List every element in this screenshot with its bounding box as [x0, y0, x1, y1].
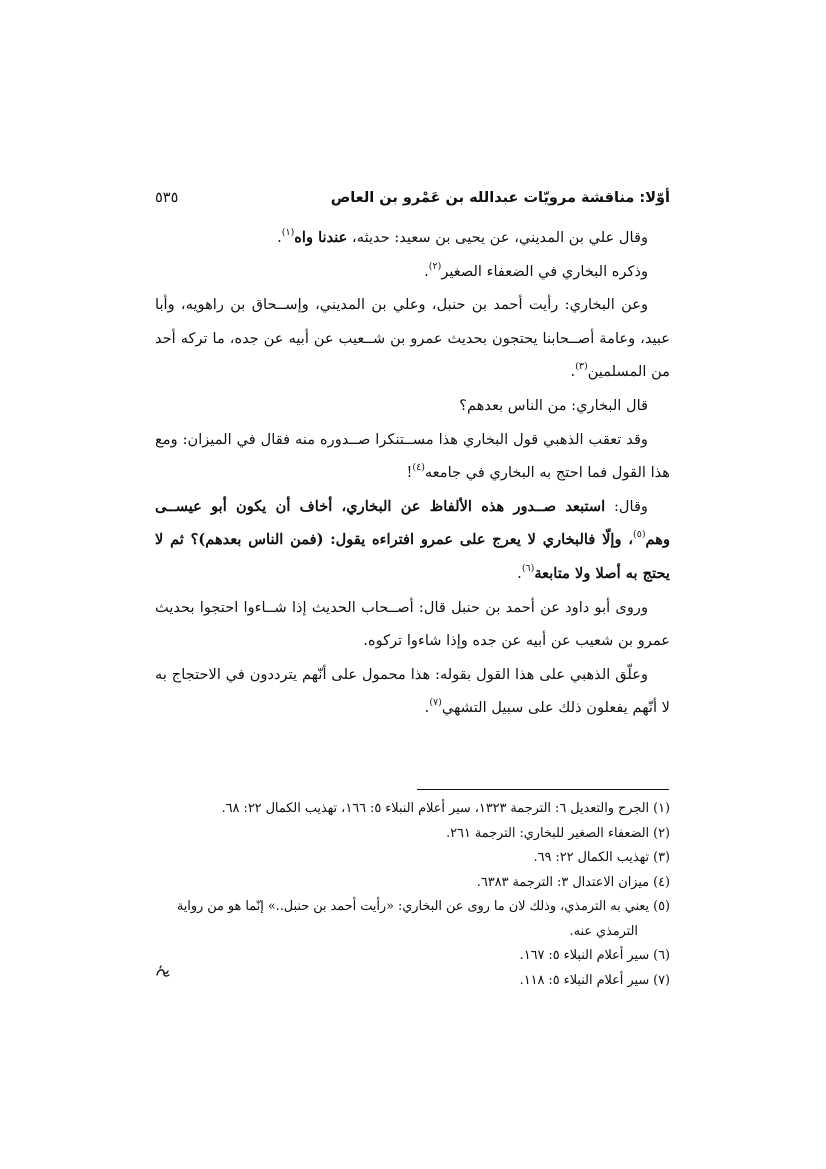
footnotes	[155, 797, 670, 993]
footnote-number: (٣)	[653, 850, 670, 865]
footnote-text: الجرح والتعديل ٦: الترجمة ١٣٢٣، سير أعلام النبلاء ٥: ١٦٦، تهذيب الكمال ٢٢: ٦٨.	[221, 801, 650, 816]
text-run-bold: ، وإلّا فالبخاري لا يعرج على عمرو افتراءه يقول: (فمن الناس بعدهم)؟ ثم لا يحتج به أصلا ولا متابعة	[155, 531, 670, 582]
text-run: .	[424, 699, 430, 717]
footnote-text: الضعفاء الصغير للبخاري: الترجمة ٢٦١.	[446, 825, 650, 841]
footnote	[155, 822, 670, 847]
paragraph	[155, 389, 670, 423]
text-run: وقال:	[605, 497, 648, 515]
text-run: !	[406, 464, 413, 482]
paragraph	[155, 221, 670, 255]
main-text	[155, 221, 670, 725]
footnote-continuation	[155, 920, 670, 945]
footnote-ref[interactable]: (٥)	[632, 529, 646, 541]
text-run: وعن البخاري: رأيت أحمد بن حنبل، وعلي بن المديني، وإســحاق بن راهويه، وأبا عبيد، وعامة أصــحابنا يحتجون بحديث عمرو بن شــعيب عن أبيه عن جده، ما تركه أحد من المسلمين	[155, 296, 670, 381]
paragraph	[155, 490, 670, 591]
paragraph	[155, 423, 670, 490]
paragraph	[155, 255, 670, 289]
text-run: قال البخاري: من الناس بعدهم؟	[459, 396, 648, 414]
page-number: ٥٣٥	[155, 190, 179, 206]
footnote-number: (١)	[653, 801, 670, 816]
footnote-divider	[417, 789, 669, 790]
text-run: .	[424, 262, 429, 280]
footnote-ref[interactable]: (٢)	[428, 260, 442, 272]
footnote-ref[interactable]: (١)	[281, 227, 295, 238]
text-run-bold: استبعد صــدور هذه الألفاظ عن البخاري، أخاف أن يكون أبو عيســى وهم	[155, 497, 670, 549]
text-run: وعلّق الذهبي على هذا القول بقوله: هذا محمول على أنّهم يترددون في الاحتجاج به لا أنّهم يفعلون ذلك على سبيل التشهي	[155, 665, 670, 717]
footnote-text: سير أعلام النبلاء ٥: ١١٨.	[519, 972, 650, 988]
footnote-text: الترمذي عنه.	[569, 923, 638, 939]
footnote	[155, 871, 670, 896]
running-header	[155, 186, 670, 210]
paragraph	[155, 658, 670, 725]
footnote-text: يعني به الترمذي، وذلك لان ما روى عن البخاري: «رأيت أحمد بن حنبل..» إنّما هو من رواية	[176, 899, 650, 914]
header-title: أوّلا: مناقشة مرويّات عبدالله بن عَمْرو بن العاص	[330, 190, 670, 206]
footnote-ref[interactable]: (٧)	[429, 697, 442, 709]
ornament-icon	[154, 963, 172, 981]
footnote-ref[interactable]: (٤)	[412, 462, 425, 474]
text-run: وقال علي بن المديني، عن يحيى بن سعيد: حديثه،	[347, 229, 648, 246]
footnote	[155, 944, 670, 969]
footnote	[155, 969, 670, 994]
footnote-text: تهذيب الكمال ٢٢: ٦٩.	[533, 850, 650, 865]
text-run-bold: عندنا واه	[294, 229, 348, 246]
text-run: .	[517, 564, 522, 582]
footnote-number: (٢)	[653, 825, 670, 841]
paragraph	[155, 288, 670, 389]
footnote-number: (٤)	[653, 874, 670, 890]
paragraph	[155, 591, 670, 658]
footnote-text: ميزان الاعتدال ٣: الترجمة ٦٣٨٣.	[476, 874, 650, 890]
text-run: .	[277, 229, 282, 246]
footnote-number: (٧)	[653, 972, 670, 988]
text-run: .	[570, 363, 576, 381]
footnote-number: (٥)	[653, 899, 670, 914]
footnote	[155, 895, 670, 920]
footnote-ref[interactable]: (٣)	[575, 361, 588, 373]
footnote	[155, 846, 670, 871]
text-run: وقد تعقب الذهبي قول البخاري هذا مســتنكرا صــدوره منه فقال في الميزان: ومع هذا القول فما احتج به البخاري في جامعه	[155, 430, 670, 482]
text-run: وروى أبو داود عن أحمد بن حنبل قال: أصــحاب الحديث إذا شــاءوا احتجوا بحديث عمرو بن شعيب عن أبيه عن جده وإذا شاءوا تركوه.	[155, 598, 670, 650]
footnote	[155, 797, 670, 822]
footnote-ref[interactable]: (٦)	[521, 562, 535, 574]
footnote-number: (٦)	[653, 948, 670, 963]
text-run: وذكره البخاري في الضعفاء الصغير	[441, 262, 648, 280]
footnote-text: سير أعلام النبلاء ٥: ١٦٧.	[519, 948, 650, 963]
